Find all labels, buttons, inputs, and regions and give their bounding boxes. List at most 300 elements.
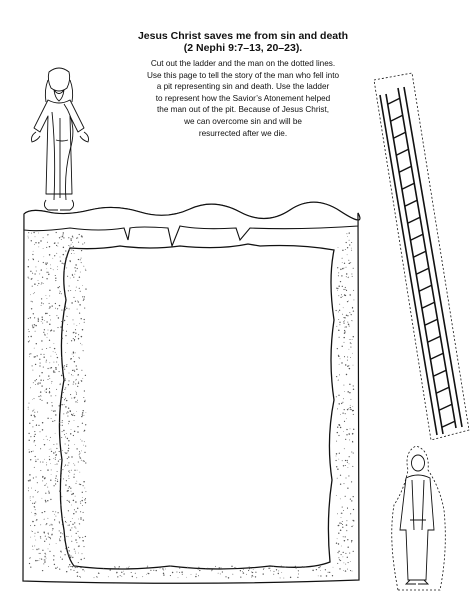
speckle-dot (73, 297, 74, 298)
speckle-dot (75, 496, 76, 497)
speckle-dot (339, 522, 340, 523)
speckle-dot (73, 413, 74, 414)
speckle-dot (82, 414, 83, 415)
speckle-dot (349, 232, 350, 233)
speckle-dot (84, 322, 85, 323)
speckle-dot (28, 341, 29, 342)
speckle-dot (49, 323, 51, 325)
speckle-dot (39, 359, 40, 360)
instruction-line: resurrected after we die. (198, 128, 288, 138)
speckle-dot (85, 424, 86, 425)
speckle-dot (295, 566, 296, 567)
ladder-rung (436, 387, 449, 393)
speckle-dot (49, 308, 50, 309)
speckle-dot (46, 247, 47, 248)
speckle-dot (290, 577, 291, 578)
speckle-dot (66, 433, 67, 434)
speckle-dot (76, 483, 77, 484)
speckle-dot (28, 409, 29, 410)
speckle-dot (221, 567, 222, 568)
speckle-dot (29, 403, 30, 404)
speckle-dot (43, 248, 44, 249)
speckle-dot (49, 378, 50, 379)
speckle-dot (34, 409, 35, 410)
speckle-dot (46, 389, 47, 390)
speckle-dot (57, 479, 58, 480)
speckle-dot (50, 268, 51, 269)
speckle-dot (135, 573, 136, 574)
speckle-dot (66, 364, 67, 365)
speckle-dot (74, 509, 75, 510)
speckle-dot (252, 575, 253, 576)
speckle-dot (66, 480, 67, 481)
speckle-dot (353, 551, 354, 552)
speckle-dot (34, 348, 35, 349)
speckle-dot (73, 384, 74, 385)
speckle-dot (84, 499, 85, 500)
speckle-dot (74, 415, 75, 416)
speckle-dot (52, 305, 53, 306)
speckle-dot (33, 496, 34, 497)
speckle-dot (45, 500, 46, 501)
speckle-dot (71, 491, 72, 492)
speckle-dot (50, 525, 51, 526)
speckle-dot (79, 454, 80, 455)
speckle-dot (79, 323, 80, 324)
speckle-dot (38, 280, 39, 281)
speckle-dot (67, 490, 68, 491)
speckle-dot (41, 302, 42, 303)
speckle-dot (73, 246, 74, 247)
speckle-dot (344, 448, 345, 449)
speckle-dot (147, 566, 148, 567)
speckle-dot (338, 435, 339, 436)
speckle-dot (336, 288, 337, 289)
speckle-dot (338, 459, 339, 460)
speckle-dot (142, 576, 143, 577)
speckle-dot (186, 577, 187, 578)
speckle-dot (82, 412, 83, 413)
speckle-dot (117, 576, 118, 577)
speckle-dot (338, 395, 339, 396)
speckle-dot (234, 567, 235, 568)
speckle-dot (70, 261, 71, 262)
speckle-dot (339, 337, 340, 338)
speckle-dot (348, 433, 349, 434)
speckle-dot (76, 533, 77, 534)
speckle-dot (75, 301, 76, 302)
speckle-dot (211, 570, 212, 571)
speckle-dot (136, 577, 137, 578)
speckle-dot (60, 425, 61, 426)
speckle-dot (340, 427, 341, 428)
speckle-dot (62, 431, 63, 432)
speckle-dot (33, 258, 34, 259)
speckle-dot (61, 310, 62, 311)
speckle-dot (55, 367, 56, 368)
speckle-dot (59, 540, 60, 541)
speckle-dot (342, 346, 343, 347)
speckle-dot (85, 502, 86, 503)
speckle-dot (83, 300, 84, 301)
speckle-dot (344, 342, 345, 343)
speckle-dot (46, 558, 47, 559)
speckle-dot (77, 431, 78, 432)
speckle-dot (53, 411, 54, 412)
speckle-dot (52, 258, 53, 259)
instruction-line: Use this page to tell the story of the man who fell into (146, 70, 340, 80)
speckle-dot (46, 313, 47, 314)
speckle-dot (83, 415, 84, 416)
speckle-dot (57, 327, 58, 328)
speckle-dot (336, 376, 337, 377)
speckle-dot (340, 530, 342, 532)
speckle-dot (85, 462, 86, 463)
speckle-dot (70, 433, 71, 434)
speckle-dot (57, 266, 58, 267)
speckle-dot (28, 336, 29, 337)
speckle-dot (78, 259, 79, 260)
speckle-dot (72, 236, 73, 237)
speckle-dot (344, 540, 345, 541)
speckle-dot (43, 283, 44, 284)
speckle-dot (44, 553, 45, 554)
speckle-dot (84, 296, 85, 297)
speckle-dot (61, 357, 62, 358)
speckle-dot (33, 232, 34, 233)
speckle-dot (344, 323, 345, 324)
speckle-dot (336, 543, 337, 544)
speckle-dot (74, 549, 75, 550)
speckle-dot (346, 273, 347, 274)
speckle-dot (46, 436, 47, 437)
speckle-dot (68, 476, 69, 477)
speckle-dot (79, 523, 80, 524)
speckle-dot (349, 326, 350, 327)
speckle-dot (75, 336, 76, 337)
speckle-dot (74, 253, 75, 254)
speckle-dot (345, 460, 346, 461)
speckle-dot (346, 520, 347, 521)
speckle-dot (60, 383, 61, 384)
speckle-dot (338, 355, 340, 357)
speckle-dot (61, 518, 62, 519)
speckle-dot (71, 541, 72, 542)
speckle-dot (55, 457, 56, 458)
speckle-dot (85, 375, 86, 376)
speckle-dot (170, 575, 171, 576)
speckle-dot (352, 433, 353, 434)
speckle-dot (46, 268, 47, 269)
speckle-dot (75, 401, 76, 402)
speckle-dot (36, 520, 37, 521)
speckle-dot (60, 384, 61, 385)
speckle-dot (63, 232, 64, 233)
speckle-dot (69, 472, 70, 473)
speckle-dot (78, 553, 79, 554)
speckle-dot (320, 570, 321, 571)
speckle-dot (60, 459, 61, 460)
speckle-dot (76, 394, 77, 395)
speckle-dot (131, 572, 132, 573)
speckle-dot (235, 567, 236, 568)
speckle-dot (38, 321, 39, 322)
speckle-dot (55, 414, 56, 415)
speckle-dot (68, 445, 69, 446)
speckle-dot (118, 568, 119, 569)
speckle-dot (55, 395, 56, 396)
speckle-dot (347, 569, 348, 570)
speckle-dot (46, 348, 47, 349)
speckle-dot (80, 567, 81, 568)
speckle-dot (351, 274, 352, 275)
speckle-dot (228, 577, 229, 578)
speckle-dot (62, 236, 63, 237)
speckle-dot (341, 554, 342, 555)
speckle-dot (40, 240, 41, 241)
speckle-dot (84, 401, 85, 402)
speckle-dot (67, 343, 68, 344)
speckle-dot (33, 549, 34, 550)
speckle-dot (48, 537, 49, 538)
speckle-dot (59, 451, 60, 452)
speckle-dot (350, 409, 351, 410)
speckle-dot (56, 568, 57, 569)
speckle-dot (75, 270, 76, 271)
speckle-dot (343, 536, 344, 537)
speckle-dot (44, 459, 45, 460)
speckle-dot (41, 284, 42, 285)
speckle-dot (68, 462, 69, 463)
speckle-dot (46, 298, 47, 299)
speckle-dot (45, 313, 46, 314)
speckle-dot (48, 492, 49, 493)
speckle-dot (191, 574, 192, 575)
speckle-dot (36, 271, 37, 272)
speckle-dot (336, 441, 337, 442)
speckle-dot (60, 326, 61, 327)
speckle-dot (347, 409, 348, 410)
speckle-dot (35, 364, 36, 365)
speckle-dot (77, 374, 78, 375)
speckle-dot (351, 242, 352, 243)
speckle-dot (76, 369, 77, 370)
speckle-dot (68, 525, 69, 526)
speckle-dot (341, 275, 342, 276)
speckle-dot (34, 317, 35, 318)
speckle-dot (352, 339, 353, 340)
speckle-dot (48, 533, 49, 534)
speckle-dot (50, 368, 51, 369)
speckle-dot (342, 296, 343, 297)
speckle-dot (338, 552, 339, 553)
speckle-dot (343, 321, 344, 322)
speckle-dot (337, 432, 338, 433)
speckle-dot (34, 412, 35, 413)
speckle-dot (344, 332, 345, 333)
speckle-dot (65, 309, 66, 310)
speckle-dot (270, 568, 271, 569)
speckle-dot (80, 291, 81, 292)
speckle-dot (55, 352, 56, 353)
speckle-dot (41, 372, 42, 373)
speckle-dot (62, 533, 63, 534)
speckle-dot (49, 456, 50, 457)
speckle-dot (347, 557, 348, 558)
speckle-dot (64, 539, 65, 540)
speckle-dot (40, 380, 41, 381)
speckle-dot (344, 268, 345, 269)
speckle-dot (55, 483, 56, 484)
speckle-dot (68, 510, 69, 511)
speckle-dot (348, 408, 349, 409)
speckle-dot (346, 276, 347, 277)
speckle-dot (57, 471, 58, 472)
speckle-dot (47, 500, 48, 501)
speckle-dot (342, 250, 343, 251)
speckle-dot (64, 320, 65, 321)
speckle-dot (38, 425, 39, 426)
speckle-dot (55, 455, 56, 456)
speckle-dot (77, 386, 78, 387)
speckle-dot (35, 236, 36, 237)
speckle-dot (30, 557, 31, 558)
speckle-dot (60, 536, 61, 537)
speckle-dot (249, 568, 250, 569)
speckle-dot (33, 382, 34, 383)
speckle-dot (46, 262, 47, 263)
speckle-dot (36, 476, 37, 477)
speckle-dot (32, 503, 33, 504)
speckle-dot (159, 567, 160, 568)
speckle-dot (35, 456, 36, 457)
speckle-dot (332, 575, 333, 576)
speckle-dot (352, 466, 353, 467)
speckle-dot (32, 325, 33, 326)
speckle-dot (318, 576, 319, 577)
speckle-dot (339, 559, 340, 560)
ladder-rung (405, 200, 417, 206)
speckle-dot (59, 539, 60, 540)
speckle-dot (351, 526, 352, 527)
speckle-dot (83, 481, 84, 482)
speckle-dot (342, 314, 343, 315)
speckle-dot (352, 571, 353, 572)
speckle-dot (34, 324, 35, 325)
speckle-dot (46, 295, 47, 296)
speckle-dot (76, 238, 77, 239)
speckle-dot (56, 315, 57, 316)
speckle-dot (44, 532, 45, 533)
speckle-dot (123, 571, 124, 572)
speckle-dot (76, 287, 77, 288)
speckle-dot (83, 485, 84, 486)
speckle-dot (46, 539, 47, 540)
speckle-dot (337, 538, 338, 539)
speckle-dot (82, 505, 83, 506)
speckle-dot (35, 325, 36, 326)
speckle-dot (57, 308, 58, 309)
speckle-dot (82, 378, 83, 379)
speckle-dot (73, 356, 74, 357)
speckle-dot (63, 263, 64, 264)
speckle-dot (71, 470, 72, 471)
speckle-dot (63, 366, 64, 367)
speckle-dot (32, 365, 33, 366)
speckle-dot (353, 310, 354, 311)
speckle-dot (78, 357, 79, 358)
speckle-dot (284, 566, 285, 567)
speckle-dot (40, 524, 41, 525)
speckle-dot (325, 569, 326, 570)
speckle-dot (342, 286, 343, 287)
speckle-dot (82, 492, 83, 493)
speckle-dot (75, 511, 76, 512)
speckle-dot (68, 384, 69, 385)
speckle-dot (43, 563, 44, 564)
speckle-dot (29, 354, 30, 355)
speckle-dot (338, 319, 339, 320)
speckle-dot (73, 352, 74, 353)
speckle-dot (337, 348, 338, 349)
speckle-dot (46, 392, 47, 393)
speckle-dot (59, 305, 60, 306)
speckle-dot (349, 553, 350, 554)
speckle-dot (80, 259, 81, 260)
speckle-dot (114, 566, 115, 567)
speckle-dot (30, 271, 31, 272)
speckle-dot (28, 259, 29, 260)
speckle-dot (65, 352, 66, 353)
speckle-dot (153, 570, 154, 571)
speckle-dot (350, 570, 351, 571)
speckle-dot (82, 285, 83, 286)
speckle-dot (32, 399, 33, 400)
speckle-dot (351, 481, 352, 482)
speckle-dot (253, 569, 254, 570)
speckle-dot (65, 387, 66, 388)
speckle-dot (120, 575, 121, 576)
speckle-dot (343, 570, 344, 571)
speckle-dot (337, 408, 338, 409)
speckle-dot (119, 566, 120, 567)
speckle-dot (347, 247, 348, 248)
speckle-dot (32, 273, 33, 274)
speckle-dot (56, 362, 57, 363)
speckle-dot (71, 527, 72, 528)
speckle-dot (73, 338, 74, 339)
speckle-dot (350, 347, 351, 348)
speckle-dot (81, 380, 82, 381)
speckle-dot (347, 546, 348, 547)
speckle-dot (48, 330, 49, 331)
speckle-dot (85, 400, 86, 401)
speckle-dot (42, 512, 43, 513)
speckle-dot (56, 354, 57, 355)
speckle-dot (343, 557, 344, 558)
speckle-dot (76, 448, 77, 449)
speckle-dot (84, 441, 85, 442)
speckle-dot (179, 567, 180, 568)
speckle-dot (344, 331, 345, 332)
speckle-dot (77, 531, 78, 532)
speckle-dot (298, 574, 299, 575)
speckle-dot (83, 519, 84, 520)
speckle-dot (350, 342, 351, 343)
speckle-dot (55, 451, 56, 452)
speckle-dot (263, 573, 264, 574)
speckle-dot (347, 508, 348, 509)
